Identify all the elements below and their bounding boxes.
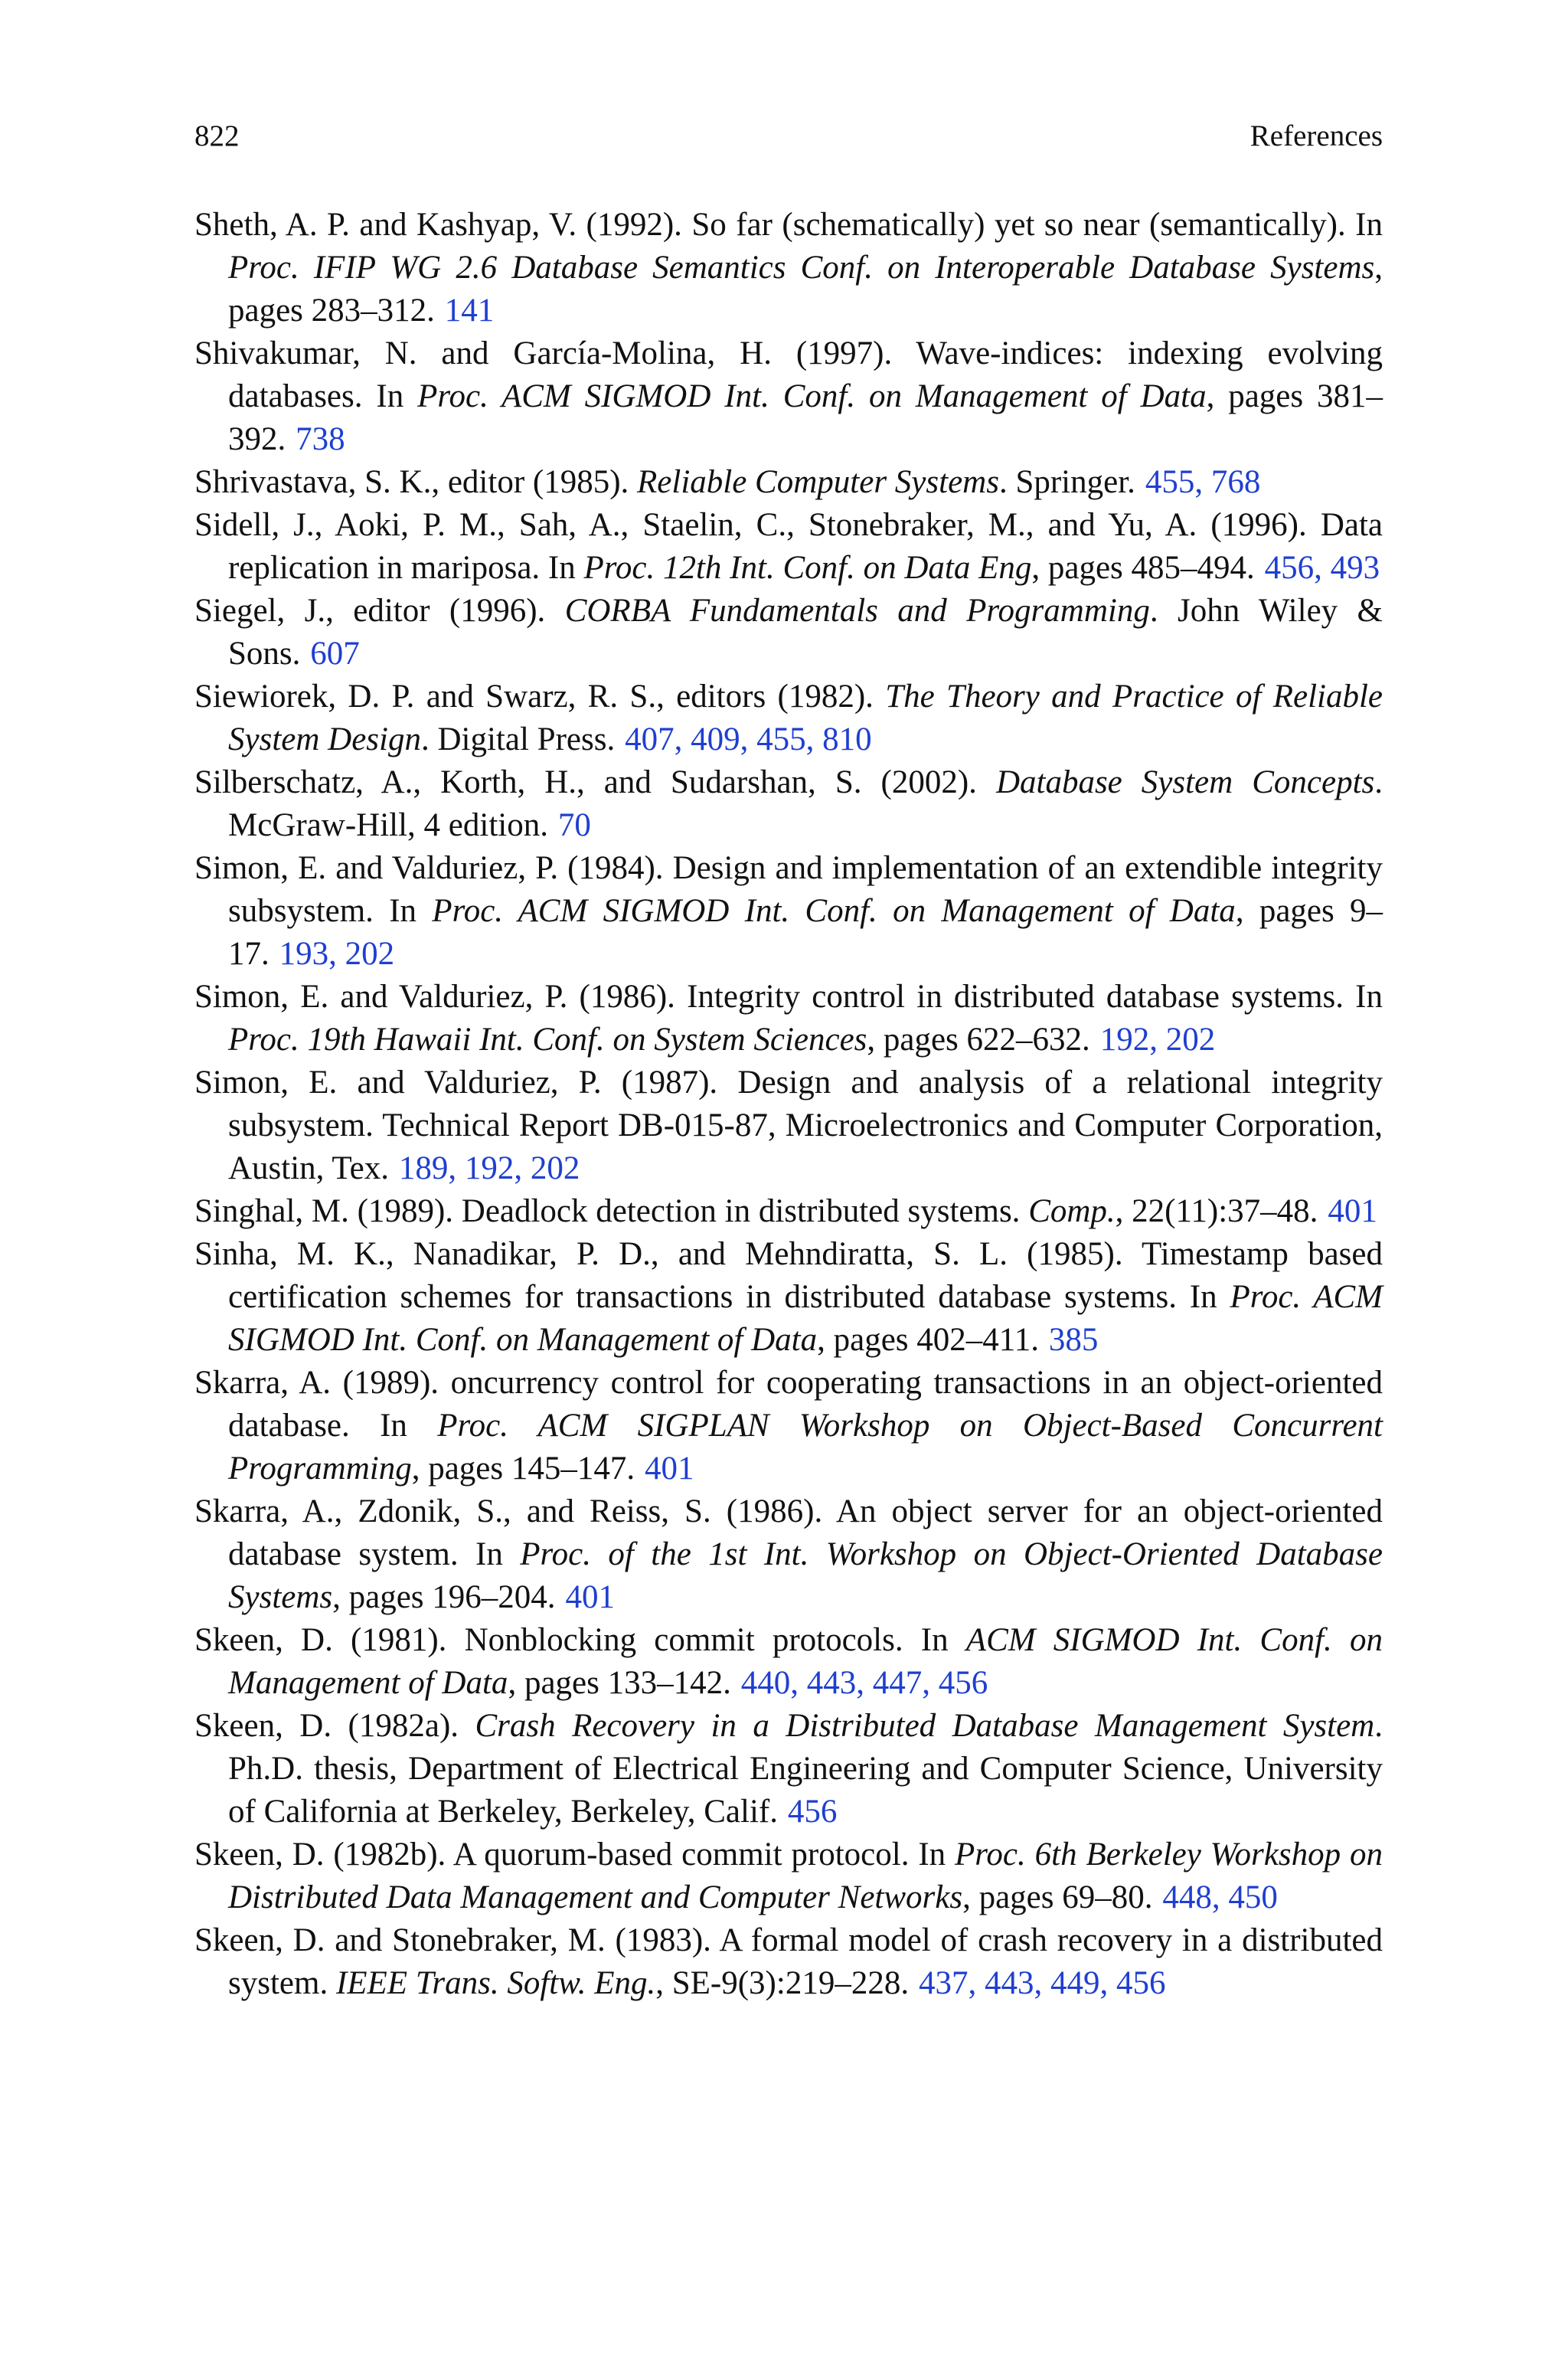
backref-page-link[interactable]: 407, 409, 455, 810 <box>625 721 872 757</box>
backref-page-link[interactable]: 455, 768 <box>1145 464 1261 500</box>
reference-entry <box>194 1833 1383 1919</box>
reference-venue: Proc. ACM SIGMOD Int. Conf. on Management of Data <box>228 1279 1383 1358</box>
reference-venue: Proc. of the 1st Int. Workshop on Object-Oriented Database Systems <box>228 1536 1383 1615</box>
reference-text: Sidell, J., Aoki, P. M., Sah, A., Staelin, C., Stonebraker, M., and Yu, A. (1996). Data replication in mariposa. In <box>194 507 1383 586</box>
reference-text: , pages 9–17. <box>228 893 1383 972</box>
reference-venue: Proc. ACM SIGMOD Int. Conf. on Management of Data <box>432 893 1236 929</box>
reference-text: Silberschatz, A., Korth, H., and Sudarshan, S. (2002). <box>194 764 996 800</box>
backref-page-link[interactable]: 385 <box>1048 1322 1099 1358</box>
reference-entry <box>194 1190 1383 1233</box>
backref-page-link[interactable]: 193, 202 <box>279 936 395 972</box>
reference-text: . Ph.D. thesis, Department of Electrical Engineering and Computer Science, University of California at Berkeley, Berkeley, Calif. <box>228 1708 1383 1830</box>
backref-page-link[interactable]: 141 <box>444 293 495 329</box>
reference-text: Skeen, D. (1981). Nonblocking commit protocols. In <box>194 1622 966 1658</box>
reference-venue: Database System Concepts <box>995 764 1375 800</box>
backref-page-link[interactable]: 189, 192, 202 <box>398 1150 580 1186</box>
reference-text: Sheth, A. P. and Kashyap, V. (1992). So far (schematically) yet so near (semantically). In <box>194 207 1383 243</box>
reference-text: Shrivastava, S. K., editor (1985). <box>194 464 638 500</box>
reference-text: . Springer. <box>998 464 1135 500</box>
reference-entry <box>194 1705 1383 1833</box>
reference-text: , pages 133–142. <box>508 1665 731 1701</box>
reference-text: . Digital Press. <box>420 721 616 757</box>
reference-entry <box>194 332 1383 461</box>
reference-text: Skeen, D. (1982b). A quorum-based commit protocol. In <box>194 1837 956 1873</box>
reference-entry <box>194 847 1383 976</box>
reference-text: , pages 402–411. <box>817 1322 1039 1358</box>
reference-venue: ACM SIGMOD Int. Conf. on Management of Data <box>228 1622 1383 1701</box>
reference-text: Simon, E. and Valduriez, P. (1987). Design and analysis of a relational integrity subsystem. Technical Report DB-015-87, Microelectronics and Computer Corporation, Austin, Tex. <box>194 1065 1383 1186</box>
reference-text: , SE-9(3):219–228. <box>655 1965 910 2001</box>
reference-entry <box>194 590 1383 675</box>
backref-page-link[interactable]: 70 <box>557 807 591 843</box>
backref-page-link[interactable]: 401 <box>645 1451 694 1487</box>
backref-page-link[interactable]: 440, 443, 447, 456 <box>740 1665 988 1701</box>
reference-venue: Proc. 19th Hawaii Int. Conf. on System Sciences <box>228 1022 867 1058</box>
reference-venue: CORBA Fundamentals and Programming <box>564 593 1150 629</box>
reference-venue: The Theory and Practice of Reliable System Design <box>228 679 1383 757</box>
reference-entry <box>194 1619 1383 1705</box>
reference-entry <box>194 461 1383 504</box>
reference-entry <box>194 675 1383 761</box>
reference-text: , pages 485–494. <box>1031 550 1255 586</box>
reference-text: Skeen, D. and Stonebraker, M. (1983). A formal model of crash recovery in a distributed system. <box>194 1922 1383 2001</box>
backref-page-link[interactable]: 738 <box>296 421 345 457</box>
page-number: 822 <box>194 119 240 152</box>
reference-entry <box>194 761 1383 847</box>
reference-entry <box>194 1233 1383 1362</box>
section-title: References <box>1250 119 1383 152</box>
backref-page-link[interactable]: 448, 450 <box>1162 1879 1278 1915</box>
backref-page-link[interactable]: 456, 493 <box>1264 550 1380 586</box>
reference-text: , pages 622–632. <box>867 1022 1090 1058</box>
reference-venue: Proc. 12th Int. Conf. on Data Eng <box>583 550 1032 586</box>
reference-text: . John Wiley & Sons. <box>228 593 1383 672</box>
reference-venue: IEEE Trans. Softw. Eng. <box>335 1965 656 2001</box>
reference-list <box>194 204 1383 2005</box>
reference-entry <box>194 504 1383 590</box>
reference-text: , pages 381–392. <box>228 378 1383 457</box>
reference-entry <box>194 1061 1383 1190</box>
reference-text: , pages 283–312. <box>228 250 1383 329</box>
reference-venue: Proc. ACM SIGMOD Int. Conf. on Management of Data <box>417 378 1207 414</box>
book-page <box>194 115 1383 2005</box>
reference-text: Siegel, J., editor (1996). <box>194 593 565 629</box>
reference-text: Sinha, M. K., Nanadikar, P. D., and Mehndiratta, S. L. (1985). Timestamp based certification schemes for transactions in distributed database systems. In <box>194 1236 1383 1315</box>
reference-text: , 22(11):37–48. <box>1115 1193 1318 1229</box>
reference-text: Simon, E. and Valduriez, P. (1986). Integrity control in distributed database systems. In <box>194 979 1383 1015</box>
backref-page-link[interactable]: 401 <box>1328 1193 1377 1229</box>
reference-entry <box>194 1919 1383 2005</box>
reference-venue: Crash Recovery in a Distributed Database Management System <box>475 1708 1375 1744</box>
reference-text: Skarra, A. (1989). oncurrency control for cooperating transactions in an object-oriented database. In <box>194 1365 1383 1444</box>
reference-text: , pages 69–80. <box>962 1879 1153 1915</box>
backref-page-link[interactable]: 437, 443, 449, 456 <box>918 1965 1166 2001</box>
backref-page-link[interactable]: 456 <box>787 1794 838 1830</box>
backref-page-link[interactable]: 607 <box>310 636 360 672</box>
reference-venue: Proc. 6th Berkeley Workshop on Distributed Data Management and Computer Networks <box>228 1837 1383 1915</box>
reference-text: Skarra, A., Zdonik, S., and Reiss, S. (1986). An object server for an object-oriented database system. In <box>194 1493 1383 1572</box>
reference-text: Singhal, M. (1989). Deadlock detection in distributed systems. <box>194 1193 1029 1229</box>
reference-entry <box>194 204 1383 332</box>
reference-text: . McGraw-Hill, 4 edition. <box>228 764 1383 843</box>
reference-text: Simon, E. and Valduriez, P. (1984). Design and implementation of an extendible integrity subsystem. In <box>194 850 1383 929</box>
reference-entry <box>194 976 1383 1061</box>
reference-venue: Proc. ACM SIGPLAN Workshop on Object-Based Concurrent Programming <box>228 1408 1383 1487</box>
reference-venue: Reliable Computer Systems <box>637 464 999 500</box>
reference-text: Skeen, D. (1982a). <box>194 1708 475 1744</box>
reference-text: Siewiorek, D. P. and Swarz, R. S., editors (1982). <box>194 679 886 715</box>
running-head <box>194 115 1383 158</box>
reference-entry <box>194 1490 1383 1619</box>
reference-venue: Proc. IFIP WG 2.6 Database Semantics Conf. on Interoperable Database Systems <box>228 250 1375 286</box>
backref-page-link[interactable]: 192, 202 <box>1099 1022 1216 1058</box>
backref-page-link[interactable]: 401 <box>565 1579 615 1615</box>
reference-text: , pages 196–204. <box>332 1579 556 1615</box>
reference-text: Shivakumar, N. and García-Molina, H. (1997). Wave-indices: indexing evolving databases. In <box>194 335 1383 414</box>
reference-entry <box>194 1362 1383 1490</box>
reference-venue: Comp. <box>1028 1193 1116 1229</box>
reference-text: , pages 145–147. <box>411 1451 635 1487</box>
